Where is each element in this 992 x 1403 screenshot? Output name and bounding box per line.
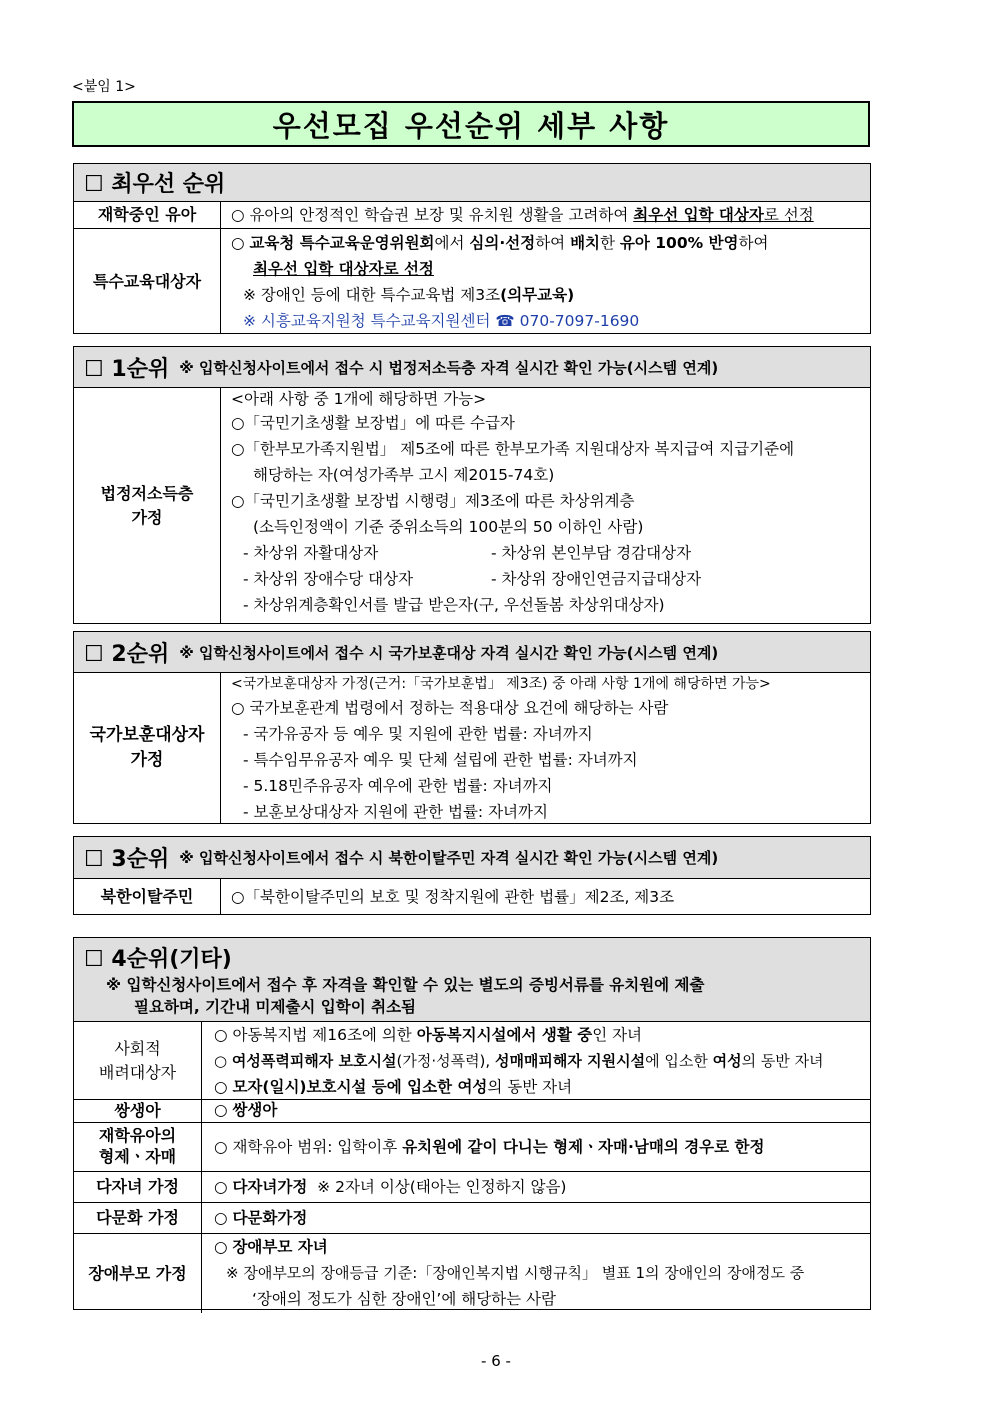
row-disabled-parent [74, 1233, 870, 1313]
text: 하여 [535, 234, 571, 252]
attachment-label: <붙임 1> [72, 79, 136, 95]
emphasis-text: 쌍생아 [232, 1101, 278, 1119]
section-priority-1-header [74, 347, 870, 388]
section-top-priority-header [74, 164, 870, 202]
text-line: (소득인정액이 기준 중위소득의 100분의 50 이하인 사람) [253, 518, 644, 536]
section-note: ※ 입학신청사이트에서 접수 후 자격을 확인할 수 있는 별도의 증빙서류를 유치원에 제출 [106, 976, 705, 994]
emphasis-text: 교육청 특수교육운영위원회 [249, 234, 435, 252]
row-content [202, 1100, 870, 1122]
emphasis-text: 다자녀가정 [232, 1178, 308, 1196]
text: 인 자녀 [592, 1026, 643, 1044]
emphasis-text: 여성폭력피해자 보호시설 [231, 1052, 397, 1070]
text-line: ‘장애의 정도가 심한 장애인’에 해당하는 사람 [252, 1290, 557, 1308]
row-content [202, 1234, 870, 1313]
text: ○ [231, 234, 250, 252]
row-label: 특수교육대상자 [74, 229, 221, 334]
emphasis-text: 장애부모 자녀 [232, 1238, 328, 1256]
text: 한 [600, 234, 620, 252]
emphasis-text: 모자(일시)보호시설 등에 입소한 여성 [232, 1078, 488, 1096]
row-multi-child [74, 1171, 870, 1202]
emphasis-text: 최우선 입학 대상자로 선정 [253, 260, 434, 278]
emphasis-text: 성매매피해자 지원시설 [494, 1052, 646, 1070]
text-line: - 보훈보상대상자 지원에 관한 법률: 자녀까지 [243, 803, 548, 821]
label-line: 법정저소득층 [100, 484, 194, 504]
text-line: - 차상위계층확인서를 발급 받은자(구, 우선돌봄 차상위대상자) [243, 596, 665, 614]
text-line: 해당하는 자(여성가족부 고시 제2015-74호) [253, 466, 555, 484]
phone-icon: ☎ [495, 312, 515, 330]
text-line: - 특수임무유공자 예우 및 단체 설립에 관한 법률: 자녀까지 [243, 751, 638, 769]
section-priority-2-header [74, 632, 870, 673]
text: 하여 [738, 234, 769, 252]
emphasis-text: (의무교육) [500, 286, 575, 304]
row-label [74, 388, 221, 623]
section-note: 필요하며, 기간내 미제출시 입학이 취소됨 [134, 998, 417, 1016]
emphasis-text: 심의·선정 [469, 234, 536, 252]
text: 에서 [434, 234, 470, 252]
row-content [202, 1022, 870, 1099]
section-top-priority [73, 163, 871, 334]
text-line: ○ 국가보훈관계 법령에서 정하는 적용대상 요건에 해당하는 사람 [231, 699, 669, 717]
text-line: ○「한부모가족지원법」 제5조에 따른 한부모가족 지원대상자 복지급여 지급기준에 [231, 440, 795, 458]
row-label: 장애부모 가정 [74, 1234, 202, 1313]
row-label: 다자녀 가정 [74, 1172, 202, 1202]
text: (가정·성폭력), [396, 1052, 495, 1070]
text: 의 동반 자녀 [487, 1078, 573, 1096]
emphasis-text: 아동복지시설에서 생활 중 [416, 1026, 593, 1044]
text: ○ 재학유아 범위: 입학이후 [214, 1138, 403, 1156]
section-priority-3 [73, 836, 871, 915]
list-item: - 차상위 장애인연금지급대상자 [491, 570, 702, 588]
text: ○ [214, 1078, 233, 1096]
phone-number: 070-7097-1690 [514, 312, 640, 330]
row-label [74, 673, 221, 823]
text: ○ 유아의 안정적인 학습권 보장 및 유치원 생활을 고려하여 [231, 206, 634, 224]
section-heading: ☐ 최우선 순위 [84, 172, 226, 197]
emphasis-text: 배치 [570, 234, 601, 252]
text-line: <아래 사항 중 1개에 해당하면 가능> [231, 390, 487, 408]
row-low-income [74, 388, 870, 623]
row-veterans [74, 673, 870, 823]
text: ○ [214, 1209, 233, 1227]
row-content [202, 1123, 870, 1171]
label-line: 재학유아의 [98, 1126, 177, 1146]
row-content [221, 229, 870, 334]
page-title: 우선모집 우선순위 세부 사항 [72, 101, 870, 147]
row-content [202, 1172, 870, 1202]
row-label [74, 1123, 202, 1171]
emphasis-text: 유치원에 같이 다니는 형제ㆍ자매·남매의 경우로 한정 [402, 1138, 765, 1156]
list-item: - 차상위 자활대상자 [243, 544, 379, 562]
label-line: 국가보훈대상자 [89, 725, 205, 746]
text-line: ※ 장애부모의 장애등급 기준:「장애인복지법 시행규칙」 별표 1의 장애인의 장애정도 중 [226, 1264, 805, 1282]
emphasis-text: 최우선 입학 대상자 [633, 206, 764, 224]
section-priority-4-header [74, 938, 870, 1022]
text: 에 입소한 [645, 1052, 713, 1070]
emphasis-text: 유아 100% 반영 [619, 234, 739, 252]
section-note: ※ 입학신청사이트에서 접수 시 법정저소득층 자격 실시간 확인 가능(시스템 연계) [179, 358, 719, 377]
text: ○ [214, 1178, 233, 1196]
list-item: - 차상위 본인부담 경감대상자 [491, 544, 692, 562]
row-content [221, 879, 870, 914]
row-special-education [74, 228, 870, 334]
text: ※ 시흥교육지원청 특수교육지원센터 [243, 312, 496, 330]
text-line: <국가보훈대상자 가정(근거:「국가보훈법」 제3조) 중 아래 사항 1개에 해당하면 가능> [231, 676, 771, 692]
row-north-korean-defector [74, 879, 870, 914]
row-twins [74, 1099, 870, 1122]
text-line: ○「국민기초생활 보장법」에 따른 수급자 [231, 414, 515, 432]
text: 로 선정 [763, 206, 814, 224]
row-content [202, 1203, 870, 1233]
row-label [74, 1022, 202, 1099]
row-content [221, 202, 870, 228]
list-item: - 차상위 장애수당 대상자 [243, 570, 414, 588]
text-line [231, 566, 862, 592]
section-priority-2 [73, 631, 871, 824]
row-enrolled-child [74, 202, 870, 228]
section-heading: ☐ 4순위(기타) [84, 947, 232, 972]
text: ※ 장애인 등에 대한 특수교육법 제3조 [243, 286, 501, 304]
row-multicultural [74, 1202, 870, 1233]
row-social-care [74, 1022, 870, 1099]
emphasis-text: 다문화가정 [232, 1209, 308, 1227]
label-line: 배려대상자 [98, 1062, 177, 1082]
text: ※ 2자녀 이상(태아는 인정하지 않음) [307, 1178, 567, 1196]
row-label: 다문화 가정 [74, 1203, 202, 1233]
page-number: - 6 - [481, 1352, 511, 1370]
text: ○ [214, 1101, 233, 1119]
emphasis-text: 여성 [712, 1052, 742, 1070]
section-heading: ☐ 2순위 [84, 641, 170, 667]
row-siblings [74, 1122, 870, 1171]
section-heading: ☐ 1순위 [84, 356, 170, 382]
row-label: 쌍생아 [74, 1100, 202, 1122]
text-line [231, 540, 862, 566]
label-line: 가정 [131, 507, 163, 527]
section-priority-4 [73, 937, 871, 1310]
section-note: ※ 입학신청사이트에서 접수 시 북한이탈주민 자격 실시간 확인 가능(시스템 연계) [179, 849, 719, 867]
section-note: ※ 입학신청사이트에서 접수 시 국가보훈대상 자격 실시간 확인 가능(시스템 연계) [179, 643, 719, 662]
section-priority-1 [73, 346, 871, 624]
section-priority-3-header [74, 837, 870, 879]
label-line: 형제ㆍ자매 [98, 1147, 177, 1166]
text: 의 동반 자녀 [741, 1052, 824, 1070]
row-content [221, 673, 870, 823]
text-line: ○「북한이탈주민의 보호 및 정착지원에 관한 법률」제2조, 제3조 [231, 887, 675, 906]
row-label: 북한이탈주민 [74, 879, 221, 914]
text-line: ○「국민기초생활 보장법 시행령」제3조에 따른 차상위계층 [231, 492, 635, 510]
label-line: 가정 [130, 750, 164, 770]
row-content [221, 388, 870, 623]
text-line: - 국가유공자 등 예우 및 지원에 관한 법률: 자녀까지 [243, 725, 593, 743]
row-label: 재학중인 유아 [74, 202, 221, 228]
text: ○ [214, 1238, 233, 1256]
label-line: 사회적 [114, 1039, 161, 1059]
section-heading: ☐ 3순위 [84, 847, 170, 872]
text: ○ 아동복지법 제16조에 의한 [214, 1026, 417, 1044]
text-line: - 5.18민주유공자 예우에 관한 법률: 자녀까지 [243, 777, 553, 795]
text: ○ [214, 1052, 232, 1070]
